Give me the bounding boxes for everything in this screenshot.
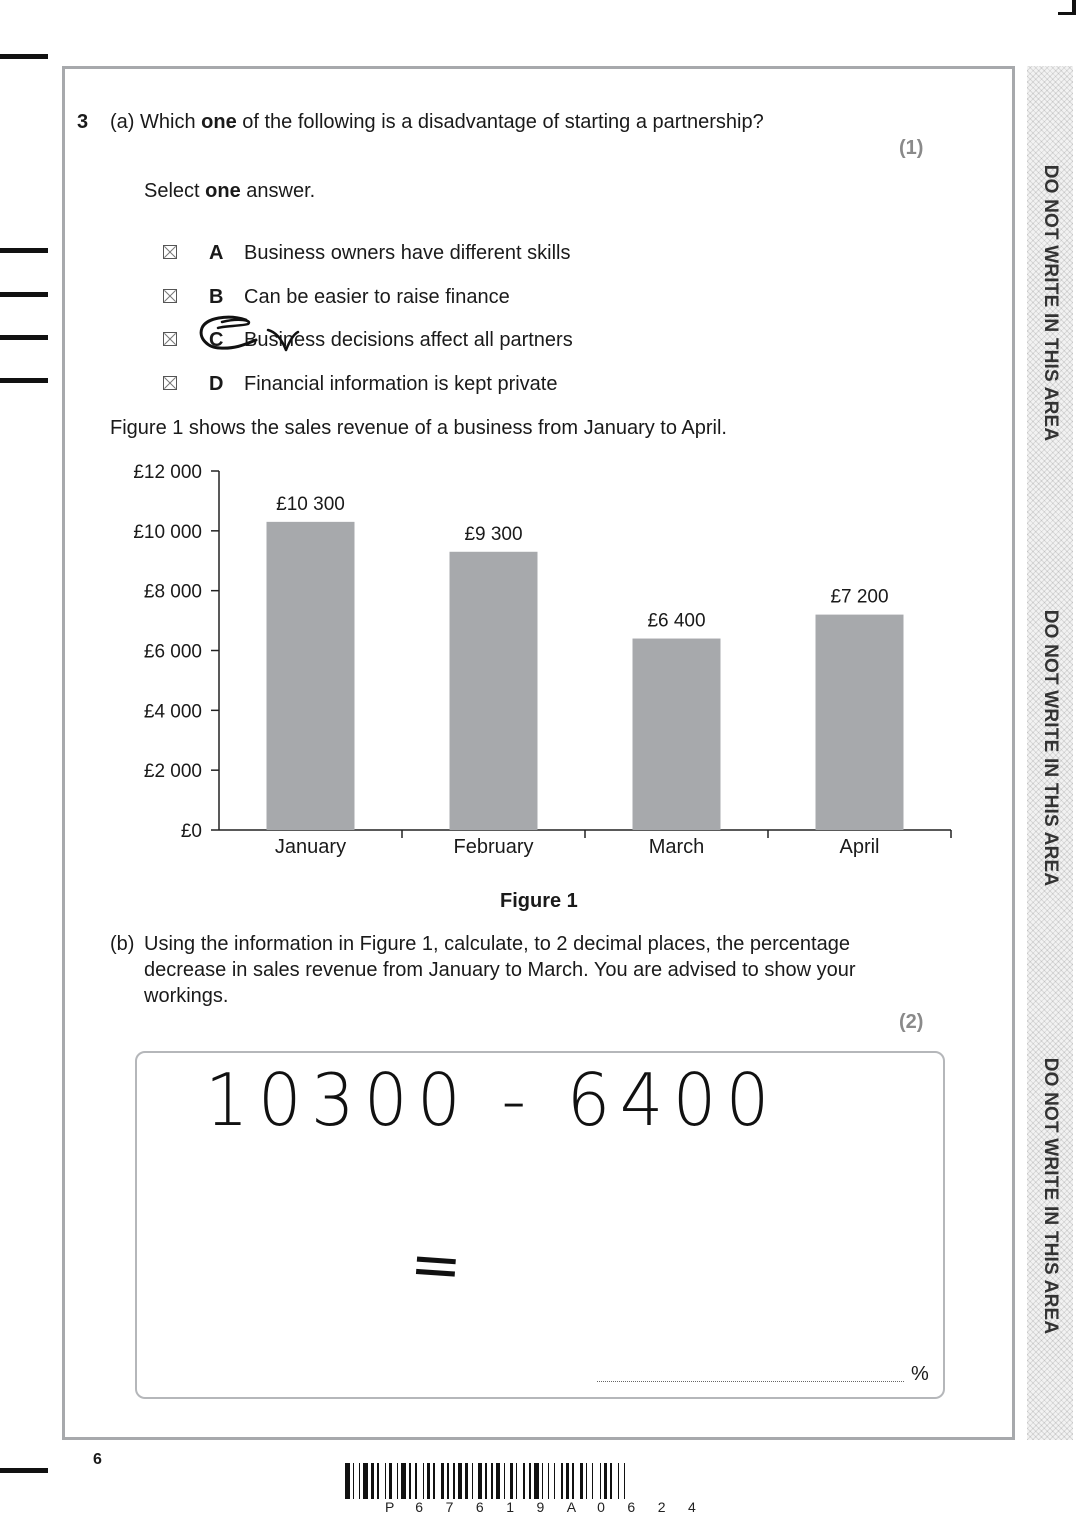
barcode-bar: [427, 1463, 430, 1499]
barcode-bar: [441, 1463, 444, 1499]
barcode-bar: [389, 1463, 392, 1499]
option-b-letter: B: [209, 286, 224, 308]
page-number: 6: [93, 1451, 102, 1468]
barcode-bar: [401, 1463, 406, 1499]
barcode-bar: [618, 1463, 620, 1499]
part-a-label: (a): [110, 111, 135, 133]
figure-intro: Figure 1 shows the sales revenue of a business from January to April.: [110, 417, 727, 439]
barcode-bar: [561, 1463, 563, 1499]
barcode-bar: [433, 1463, 435, 1499]
barcode-character: A: [566, 1499, 577, 1515]
sales-revenue-chart: [0, 440, 1000, 880]
barcode-bar: [353, 1463, 355, 1499]
barcode-bar: [534, 1463, 539, 1499]
category-label: March: [648, 836, 705, 858]
option-c-checkbox[interactable]: [163, 332, 177, 346]
barcode-bar: [478, 1463, 483, 1499]
barcode-bar: [371, 1463, 374, 1499]
barcode-bar: [458, 1463, 463, 1499]
y-tick-label: £12 000: [133, 462, 202, 483]
barcode-bar: [610, 1463, 612, 1499]
barcode-bar: [604, 1463, 607, 1499]
handwritten-working: 10300 - 6400: [205, 1058, 779, 1142]
barcode-bar: [548, 1463, 550, 1499]
option-d-checkbox[interactable]: [163, 376, 177, 390]
barcode-bar: [510, 1463, 513, 1499]
barcode-bar: [529, 1463, 531, 1499]
option-d-text: Financial information is kept private: [244, 373, 558, 395]
part-b-marks: (2): [899, 1011, 924, 1033]
margin-mark: [0, 335, 48, 340]
bar-january: [267, 522, 355, 830]
barcode-character: 9: [536, 1499, 545, 1515]
barcode-bar: [592, 1463, 594, 1499]
corner-mark: [1058, 12, 1076, 15]
barcode-bar: [485, 1463, 487, 1499]
margin-mark: [0, 378, 48, 383]
barcode-bar: [516, 1463, 518, 1499]
part-a-text-bold: one: [201, 111, 237, 133]
barcode-character: 0: [597, 1499, 605, 1515]
y-tick-label: £2 000: [143, 761, 202, 783]
percent-unit: %: [911, 1363, 929, 1385]
handwritten-selection-mark: [198, 310, 308, 356]
barcode-character: 1: [506, 1499, 514, 1515]
barcode-character: 4: [688, 1499, 696, 1515]
y-tick-label: £0: [180, 821, 202, 842]
barcode-bar: [580, 1463, 583, 1499]
option-a-letter: A: [209, 242, 224, 264]
barcode-bar: [409, 1463, 411, 1499]
data-label: £9 300: [464, 523, 523, 545]
barcode-bar: [504, 1463, 506, 1499]
barcode-bar: [385, 1463, 387, 1499]
option-d-letter: D: [209, 373, 224, 395]
part-b-line-1: Using the information in Figure 1, calculate, to 2 decimal places, the percentage: [144, 933, 850, 955]
answer-line[interactable]: [597, 1381, 904, 1382]
bar-april: [816, 615, 904, 830]
barcode-bar: [542, 1463, 544, 1499]
part-a-instruction: [144, 180, 315, 203]
barcode-bar: [363, 1463, 368, 1499]
barcode-bar: [453, 1463, 455, 1499]
barcode-character: 7: [445, 1499, 454, 1515]
barcode-bar: [397, 1463, 399, 1499]
y-tick-label: £10 000: [133, 521, 202, 543]
barcode-bar: [491, 1463, 493, 1499]
barcode-bar: [554, 1463, 556, 1499]
category-label: February: [453, 836, 534, 858]
barcode-bar: [447, 1463, 449, 1499]
data-label: £6 400: [647, 610, 706, 632]
option-c-text: Business decisions affect all partners: [244, 329, 573, 351]
option-c-letter: C: [209, 329, 224, 351]
barcode-character: 6: [475, 1499, 484, 1515]
bar-february: [450, 552, 538, 830]
barcode-bar: [465, 1463, 468, 1499]
part-b-line-2: decrease in sales revenue from January to March. You are advised to show your: [144, 959, 856, 981]
data-label: £7 200: [830, 586, 889, 608]
barcode-bar: [624, 1463, 626, 1499]
part-a-text-pre: Which: [140, 111, 202, 133]
option-b-text: Can be easier to raise finance: [244, 286, 510, 308]
barcode-character: 2: [657, 1499, 666, 1515]
instruction-bold: one: [205, 180, 241, 202]
barcode-bar: [423, 1463, 425, 1499]
margin-mark: [0, 248, 48, 253]
part-a-marks: (1): [899, 137, 924, 159]
barcode-bar: [586, 1463, 588, 1499]
option-a-checkbox[interactable]: [163, 245, 177, 259]
part-b-line-3: workings.: [144, 985, 229, 1007]
barcode-bar: [600, 1463, 602, 1499]
category-label: January: [274, 836, 347, 858]
barcode-bar: [566, 1463, 569, 1499]
barcode-bar: [415, 1463, 417, 1499]
figure-caption: Figure 1: [500, 890, 578, 912]
option-b-checkbox[interactable]: [163, 289, 177, 303]
question-number: 3: [77, 111, 89, 133]
barcode-character: 6: [415, 1499, 424, 1515]
barcode-bar: [359, 1463, 361, 1499]
barcode-character: P: [385, 1499, 395, 1515]
part-b-label: (b): [110, 933, 135, 955]
instruction-pre: Select: [144, 180, 206, 202]
instruction-post: answer.: [240, 180, 316, 202]
barcode-bar: [345, 1463, 350, 1499]
barcode-bar: [377, 1463, 379, 1499]
y-tick-label: £4 000: [143, 701, 202, 723]
handwritten-equals: =: [407, 1226, 465, 1303]
margin-mark: [0, 54, 48, 59]
y-tick-label: £6 000: [143, 641, 202, 663]
barcode: [345, 1463, 735, 1499]
part-a-stem: [110, 111, 764, 134]
barcode-bar: [523, 1463, 525, 1499]
margin-mark: [0, 292, 48, 297]
option-a-text: Business owners have different skills: [244, 242, 571, 264]
y-tick-label: £8 000: [143, 581, 202, 603]
part-a-text-post: of the following is a disadvantage of starting a partnership?: [236, 111, 764, 133]
barcode-character: 6: [627, 1499, 636, 1515]
barcode-bar: [496, 1463, 501, 1499]
barcode-bar: [572, 1463, 574, 1499]
data-label: £10 300: [276, 493, 345, 515]
barcode-bar: [472, 1463, 474, 1499]
category-label: April: [839, 836, 880, 858]
margin-mark: [0, 1468, 48, 1473]
bar-march: [633, 639, 721, 830]
